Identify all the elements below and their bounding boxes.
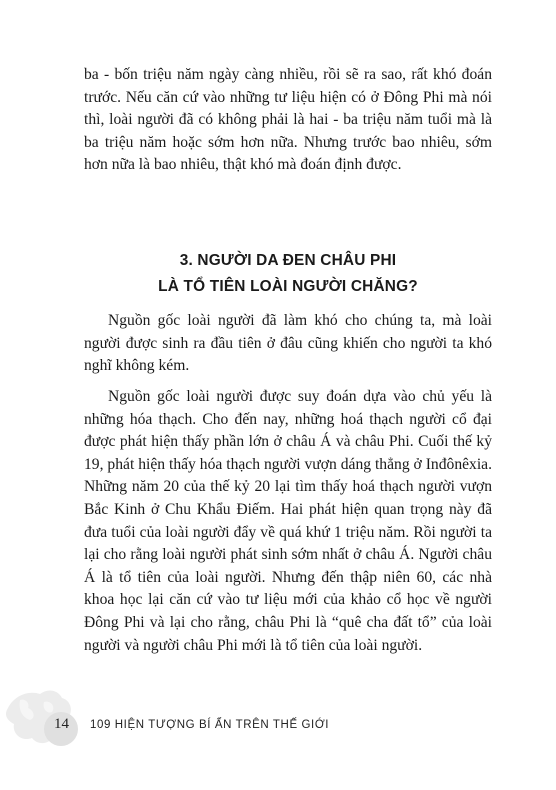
- world-map-decoration-icon: [0, 678, 90, 758]
- paragraph-1: ba - bốn triệu năm ngày càng nhiều, rồi sẽ ra sao, rất khó đoán trước. Nếu căn cứ vào những tư liệu hiện có ở Đông Phi mà nói thì, loài người đã có không phải là hai - ba triệu năm tuổi mà là ba triệu năm hoặc sớm hơn nữa. Nhưng trước bao nhiêu, sớm hơn nữa là bao nhiêu, thật khó mà đoán định được.: [84, 66, 492, 174]
- heading-line-1: 3. NGƯỜI DA ĐEN CHÂU PHI: [179, 252, 397, 269]
- section-heading: [84, 248, 492, 300]
- page-number: 14: [54, 716, 69, 732]
- paragraph-2: Nguồn gốc loài người đã làm khó cho chúng ta, mà loài người được sinh ra đầu tiên ở đâu cũng khiến cho người ta khó nghĩ không kém.: [84, 312, 492, 375]
- book-title: 109 HIỆN TƯỢNG BÍ ẨN TRÊN THẾ GIỚI: [90, 719, 330, 731]
- heading-line-2: LÀ TỔ TIÊN LOÀI NGƯỜI CHĂNG?: [158, 278, 418, 295]
- paragraph-3: Nguồn gốc loài người được suy đoán dựa vào chủ yếu là những hóa thạch. Cho đến nay, những hoá thạch người cổ đại được phát hiện thấy phần lớn ở châu Á và châu Phi. Cuối thế kỷ 19, phát hiện thấy hóa thạch người vượn dáng thẳng ở Inđônêxia. Những năm 20 của thế kỷ 20 lại tìm thấy hoá thạch người vượn Bắc Kinh ở Chu Khẩu Điếm. Hai phát hiện quan trọng này đã đưa tuổi của loài người đẩy về quá khứ 1 triệu năm. Rồi người ta lại cho rằng loài người phát sinh sớm nhất ở châu Á. Người châu Á là tổ tiên của loài người. Nhưng đến thập niên 60, các nhà khoa học lại căn cứ vào tư liệu mới của khảo cổ học về người Đông Phi và lại cho rằng, châu Phi là “quê cha đất tổ” của loài người và người châu Phi mới là tổ tiên của loài người.: [84, 388, 492, 654]
